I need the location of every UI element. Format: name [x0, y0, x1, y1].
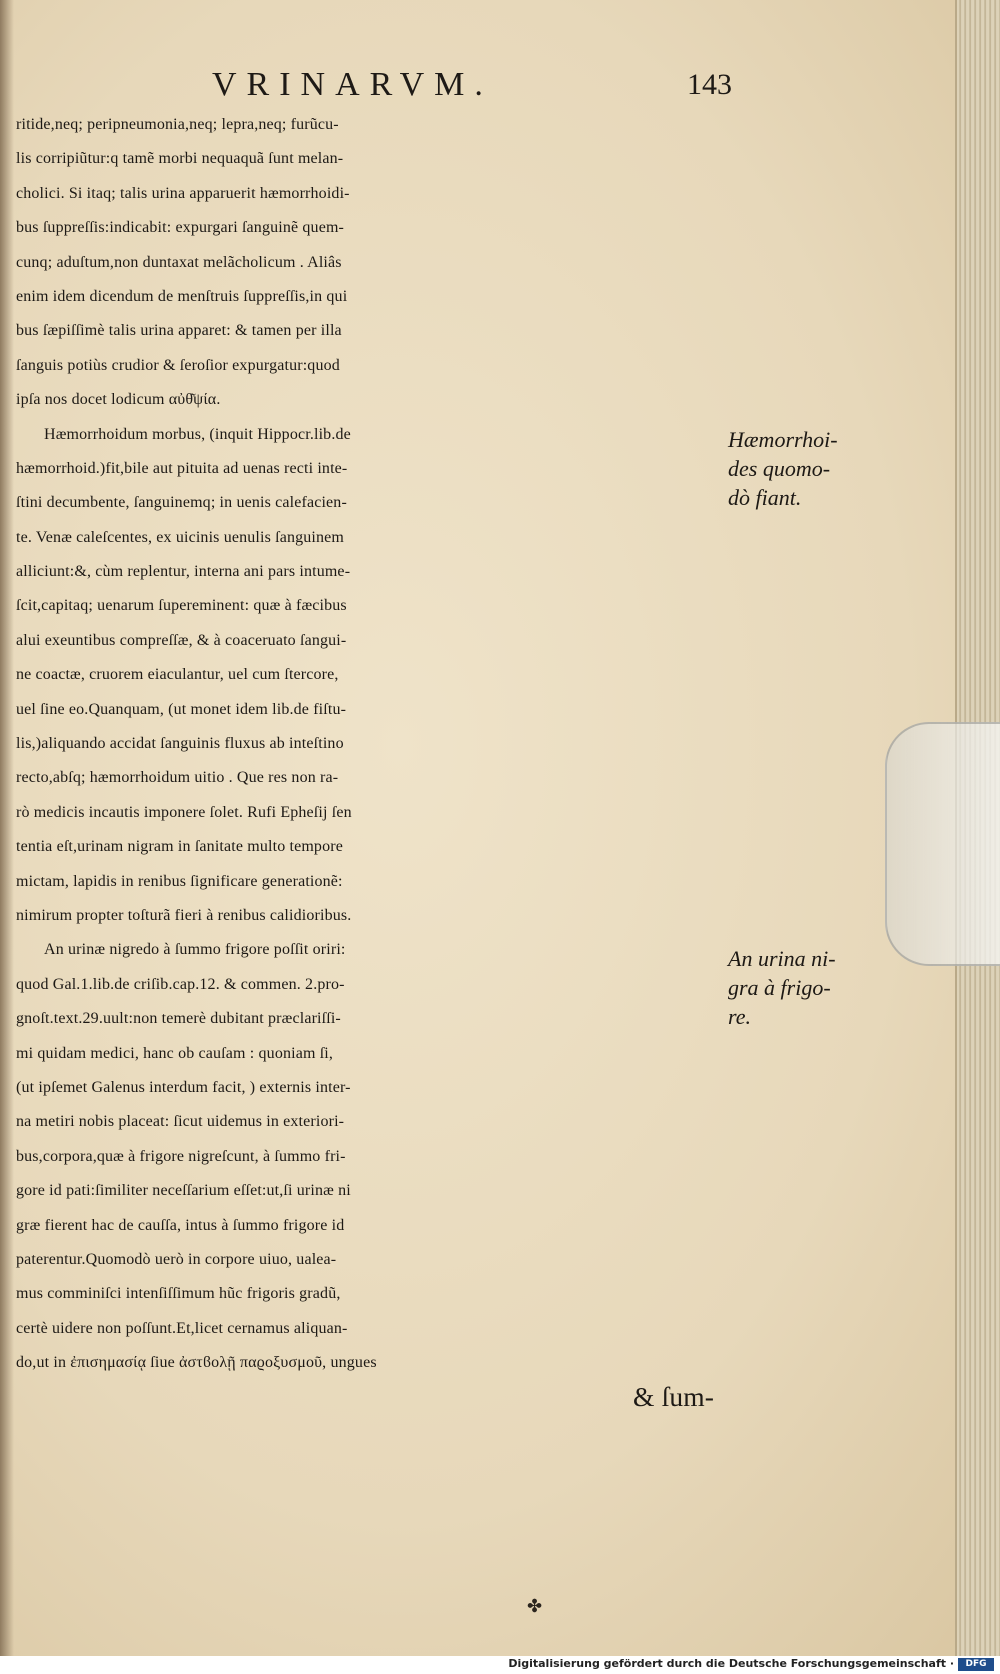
text-line: nimirum propter toſturã fieri à renibus calidioribus. — [16, 906, 352, 924]
text-line: ſcit,capitaq; uenarum ſupereminent: quæ à fæcibus — [16, 597, 347, 615]
ornament-icon: ✤ — [527, 1596, 543, 1617]
text-line: mus comminiſci intenſiſſimum hũc frigoris gradũ, — [16, 1285, 341, 1303]
text-line: certè uidere non poſſunt.Et,licet cernamus aliquan- — [16, 1319, 348, 1337]
text-line: cholici. Si itaq; talis urina apparuerit hæmorrhoidi- — [16, 184, 350, 202]
text-line: bus,corpora,quæ à frigore nigreſcunt, à ſummo fri- — [16, 1147, 346, 1165]
footer-bar — [0, 1656, 1000, 1674]
marginal-note-line: An urina ni- — [728, 946, 836, 971]
text-line: te. Venæ caleſcentes, ex uicinis uenulis ſanguinem — [16, 528, 345, 546]
text-line: na metiri nobis placeat: ſicut uidemus in exteriori- — [16, 1113, 345, 1131]
paragraph-start-line: Hæmorrhoidum morbus, (inquit Hippocr.lib.de — [44, 425, 351, 443]
marginal-note-haemorrhoids — [728, 425, 878, 512]
text-line: gnoſt.text.29.uult:non temerè dubitant præclariſſi- — [16, 1010, 341, 1028]
text-line: græ fierent hac de cauſſa, intus à ſummo frigore id — [16, 1216, 345, 1234]
text-line: alliciunt:&, cùm replentur, interna ani pars intume- — [16, 563, 351, 581]
marginal-note-line: dò fiant. — [728, 485, 802, 510]
text-line: mictam, lapidis in renibus ſignificare generationẽ: — [16, 872, 343, 890]
marginal-note-black-urine — [728, 944, 878, 1031]
marginal-note-line: re. — [728, 1004, 752, 1029]
text-line: rò medicis incautis imponere ſolet. Rufi Epheſij ſen — [16, 803, 352, 821]
marginal-note-line: gra à frigo- — [728, 975, 831, 1000]
text-line: gore id pati:ſimiliter neceſſarium eſſet:ut,ſi urinæ ni — [16, 1182, 351, 1200]
page-clip — [885, 722, 1000, 966]
text-line: alui exeuntibus compreſſæ, & à coaceruato ſangui- — [16, 631, 347, 649]
body-text — [16, 108, 716, 1415]
text-line: enim idem dicendum de menſtruis ſuppreſſis,in qui — [16, 287, 348, 305]
text-line: bus ſæpiſſimè talis urina apparet: & tamen per illa — [16, 322, 342, 340]
text-line: paterentur.Quomodò uerò in corpore uiuo, ualea- — [16, 1250, 337, 1268]
catchword: & ſum- — [633, 1381, 715, 1413]
text-line: (ut ipſemet Galenus interdum facit, ) externis inter- — [16, 1078, 351, 1096]
gutter-shadow — [0, 0, 14, 1656]
page-number: 143 — [687, 68, 732, 101]
text-line: ne coactæ, cruorem eiaculantur, uel cum ſtercore, — [16, 666, 339, 684]
paragraph-start-line: An urinæ nigredo à ſummo frigore poſſit oriri: — [44, 941, 346, 959]
text-line: quod Gal.1.lib.de criſib.cap.12. & commen. 2.pro- — [16, 975, 345, 993]
text-line: lis corripiũtur:q tamẽ morbi nequaquã ſunt melan- — [16, 150, 344, 168]
text-line: uel ſine eo.Quanquam, (ut monet idem lib.de fiſtu- — [16, 700, 347, 718]
text-line: cunq; aduſtum,non duntaxat melãcholicum . Aliâs — [16, 253, 342, 271]
text-line: bus ſuppreſſis:indicabit: expurgari ſanguinẽ quem- — [16, 219, 345, 237]
marginal-note-line: Hæmorrhoi- — [728, 427, 838, 452]
text-line: mi quidam medici, hanc ob cauſam : quoniam ſi, — [16, 1044, 334, 1062]
dfg-logo: DFG — [958, 1658, 994, 1671]
text-line: ſtini decumbente, ſanguinemq; in uenis calefacien- — [16, 494, 347, 512]
page-header — [212, 66, 732, 110]
text-line: recto,abſq; hæmorrhoidum uitio . Que res non ra- — [16, 769, 339, 787]
text-line: tentia eſt,urinam nigram in ſanitate multo tempore — [16, 838, 343, 856]
running-title: VRINARVM. — [212, 66, 493, 103]
text-line: ritide,neq; peripneumonia,neq; lepra,neq; furũcu- — [16, 116, 339, 133]
text-line: hæmorrhoid.)fit,bile aut pituita ad uenas recti inte- — [16, 459, 348, 477]
text-line: ſanguis potiùs crudior & ſeroſior expurgatur:quod — [16, 356, 340, 374]
funding-credit: Digitalisierung gefördert durch die Deutsche Forschungsgemeinschaft · — [508, 1657, 954, 1670]
text-line: do,ut in ἐπισημασίᾳ ſiue ἀστϐολῇ παϱοξυσμοῦ, ungues — [16, 1354, 377, 1372]
text-line: lis,)aliquando accidat ſanguinis fluxus ab inteſtino — [16, 735, 344, 753]
text-line: ipſa nos docet lodicum αὐθ͂ψία. — [16, 391, 221, 409]
marginal-note-line: des quomo- — [728, 456, 831, 481]
